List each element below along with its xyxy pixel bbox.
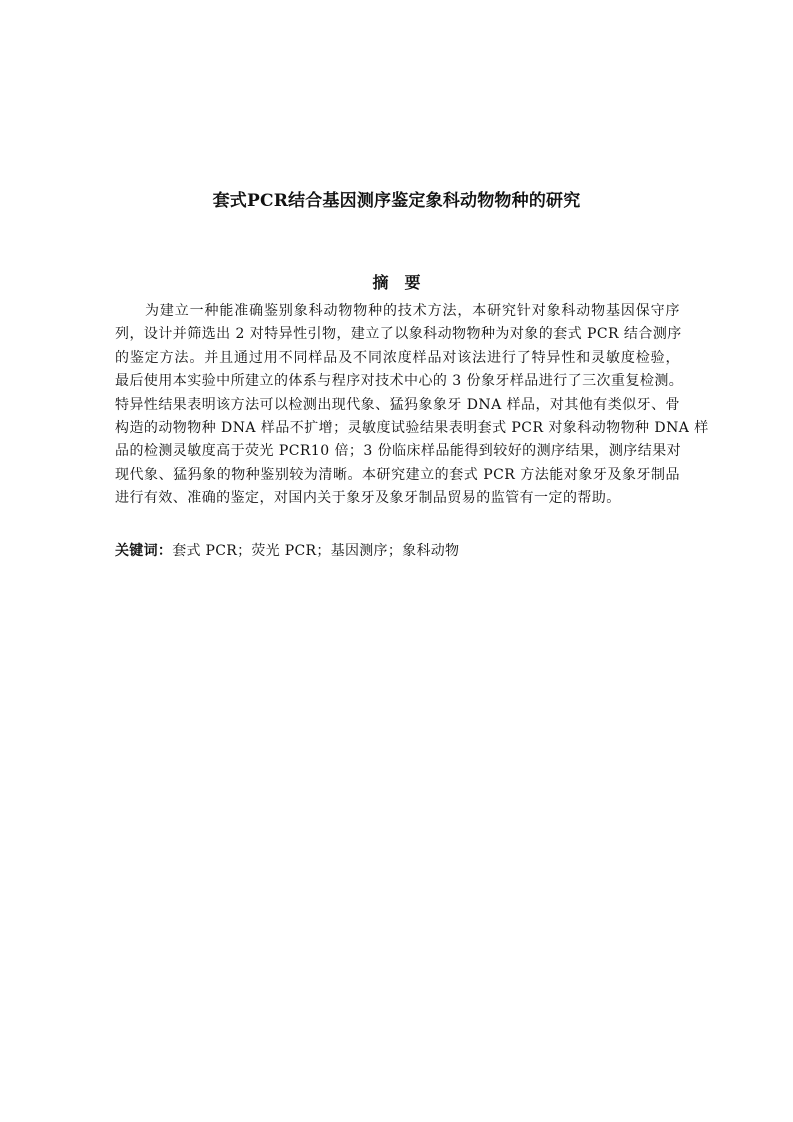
paper-title: 套式PCR结合基因测序鉴定象科动物物种的研究 — [212, 191, 581, 211]
abstract-line: 为建立一种能准确鉴别象科动物物种的技术方法，本研究针对象科动物基因保守序 — [145, 303, 680, 319]
abstract-line: 现代象、猛犸象的物种鉴别较为清晰。本研究建立的套式 PCR 方法能对象牙及象牙制品 — [115, 466, 680, 483]
abstract-heading-char-2: 要 — [404, 273, 421, 292]
keywords-text: 套式 PCR；荧光 PCR；基因测序；象科动物 — [172, 543, 460, 559]
abstract-line: 构造的动物物种 DNA 样品不扩增；灵敏度试验结果表明套式 PCR 对象科动物物种 DNA 样 — [115, 420, 709, 437]
abstract-line: 的鉴定方法。并且通过用不同样品及不同浓度样品对该法进行了特异性和灵敏度检验， — [115, 349, 680, 366]
abstract-line: 列，设计并筛选出 2 对特异性引物，建立了以象科动物物种为对象的套式 PCR 结合测序 — [115, 326, 682, 343]
keywords — [115, 540, 459, 560]
keywords-label: 关键词： — [115, 543, 173, 559]
abstract-heading-char-1: 摘 — [372, 273, 389, 292]
abstract-line: 进行有效、准确的鉴定，对国内关于象牙及象牙制品贸易的监管有一定的帮助。 — [115, 490, 621, 507]
abstract-line: 特异性结果表明该方法可以检测出现代象、猛犸象象牙 DNA 样品，对其他有类似牙、骨 — [115, 396, 680, 413]
abstract-heading — [0, 270, 793, 293]
abstract-line: 最后使用本实验中所建立的体系与程序对技术中心的 3 份象牙样品进行了三次重复检测。 — [115, 373, 684, 390]
abstract-body — [115, 300, 709, 511]
abstract-line: 品的检测灵敏度高于荧光 PCR10 倍；3 份临床样品能得到较好的测序结果，测序结果对 — [115, 443, 682, 460]
